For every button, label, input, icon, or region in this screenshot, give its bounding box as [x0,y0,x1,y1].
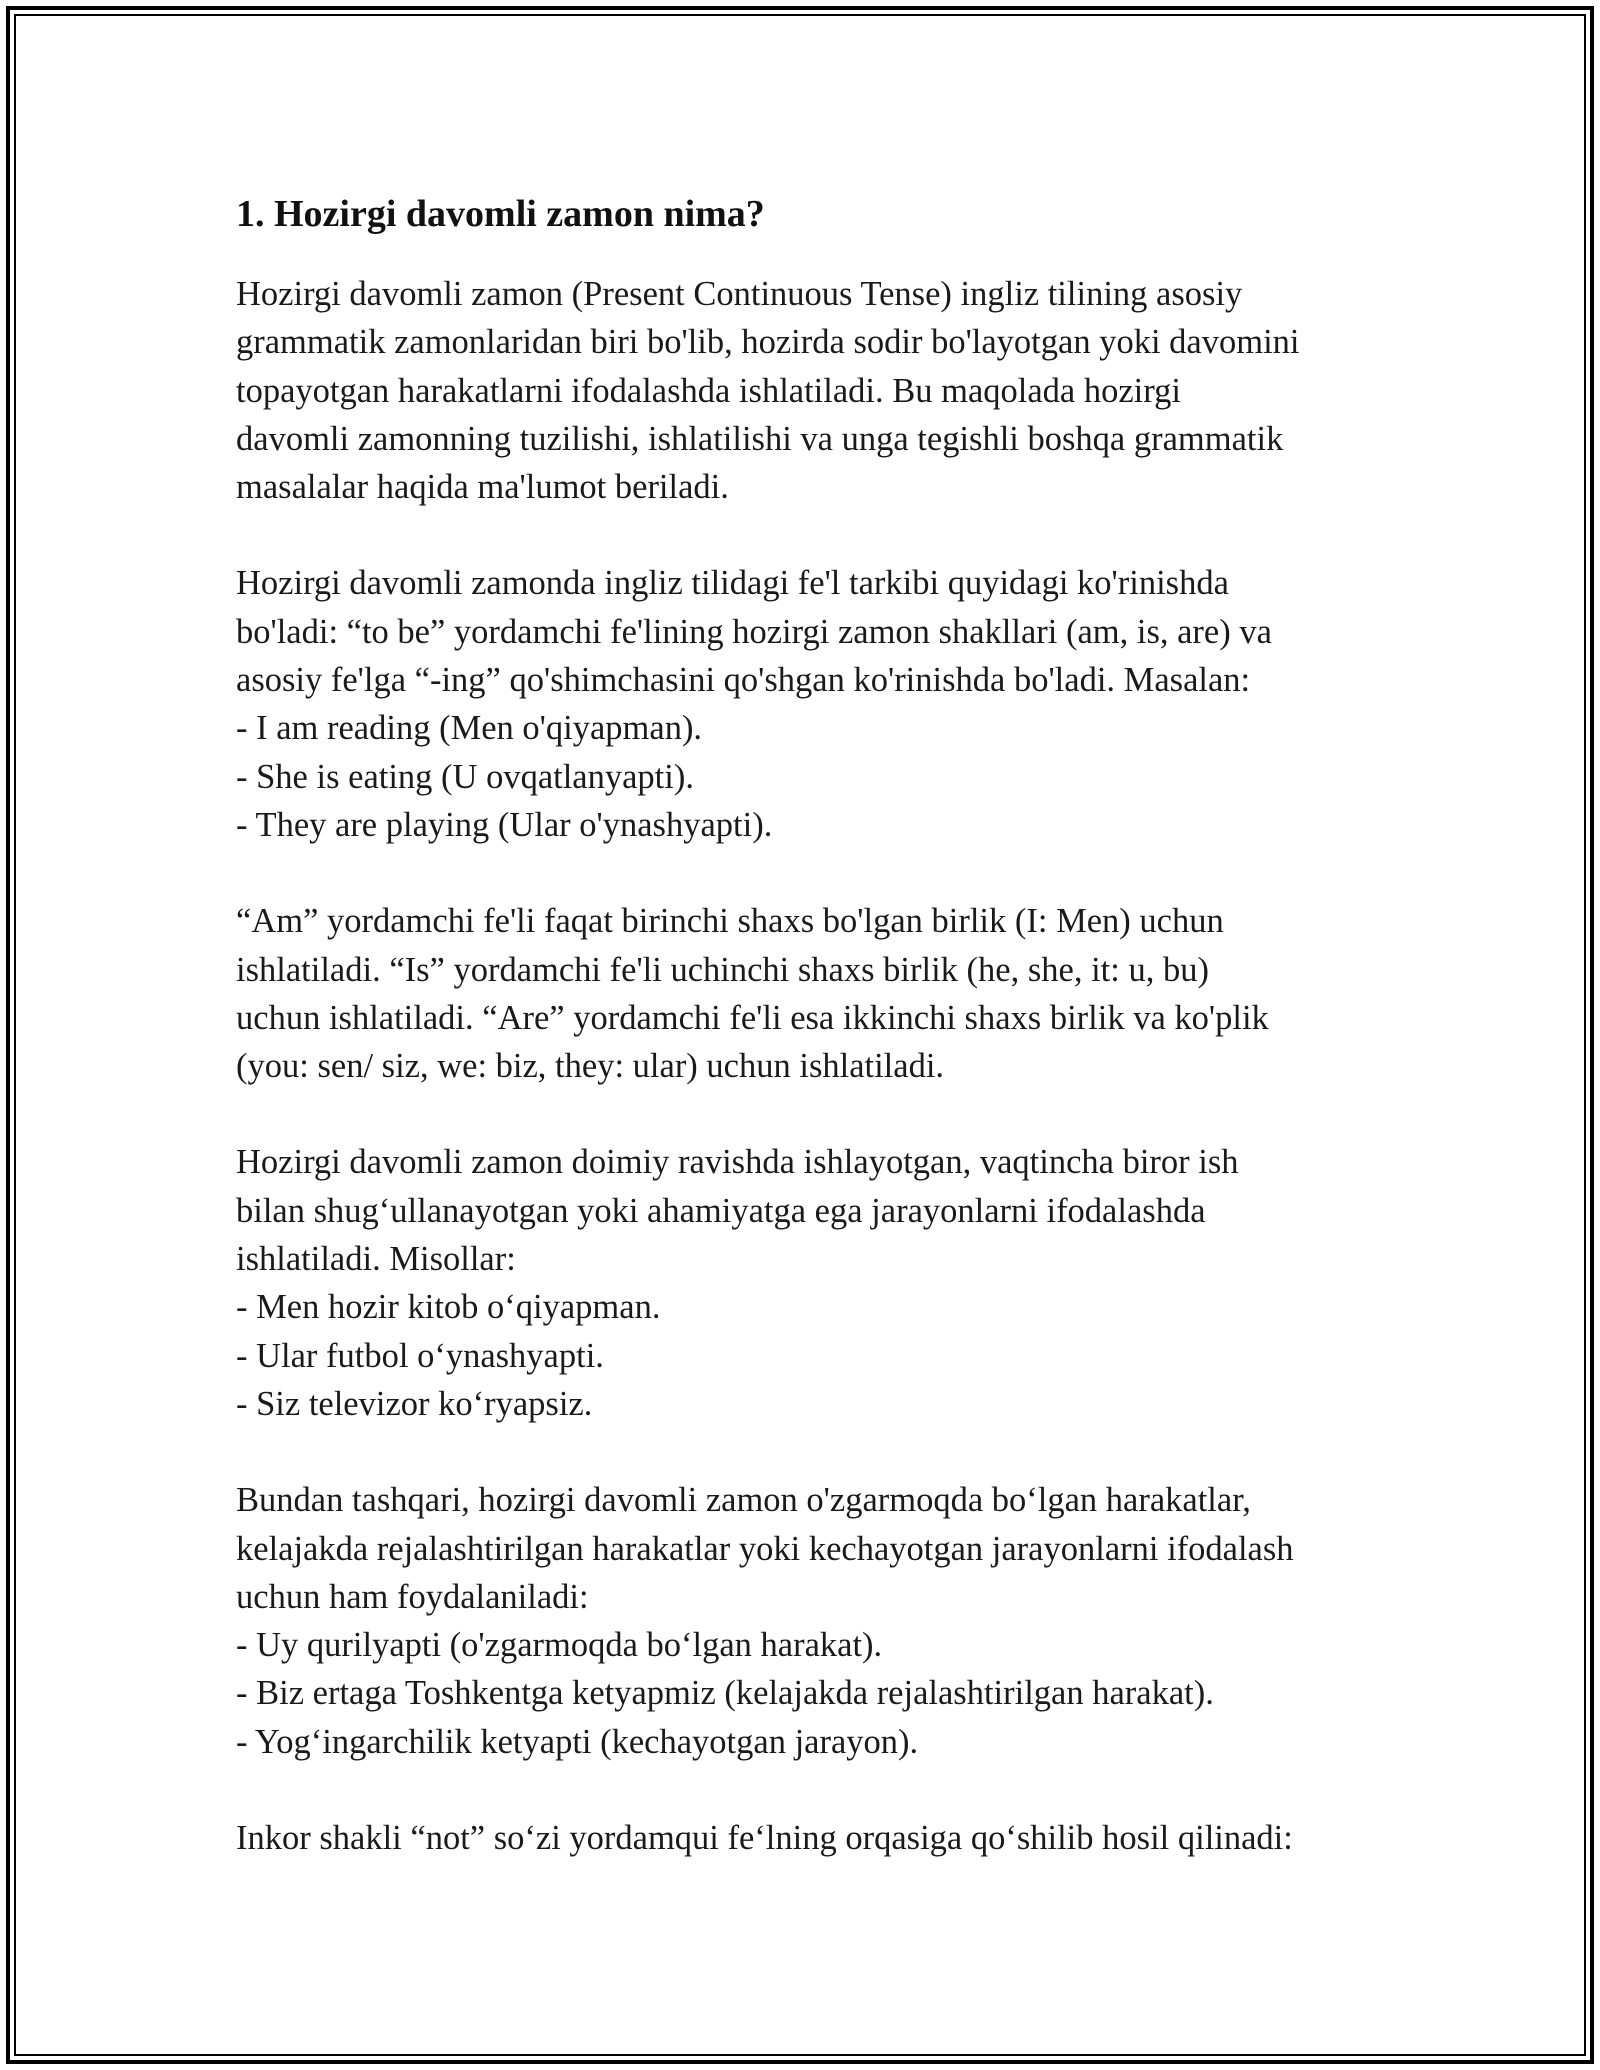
paragraph [236,1814,1396,1862]
text-line: uchun ishlatiladi. “Are” yordamchi fe'li esa ikkinchi shaxs birlik va ko'plik [236,998,1269,1037]
text-line: masalalar haqida ma'lumot beriladi. [236,468,729,507]
text-line: ishlatiladi. Misollar: [236,1240,516,1279]
text-line: - I am reading (Men o'qiyapman). [236,709,703,748]
text-line: kelajakda rejalashtirilgan harakatlar yoki kechayotgan jarayonlarni ifodalash [236,1529,1294,1568]
text-line: - She is eating (U ovqatlanyapti). [236,757,694,796]
text-line: - Yog‘ingarchilik ketyapti (kechayotgan jarayon). [236,1722,919,1761]
paragraphs-container [236,270,1396,1862]
text-line: bilan shug‘ullanayotgan yoki ahamiyatga ega jarayonlarni ifodalashda [236,1191,1206,1230]
text-line: asosiy fe'lga “-ing” qo'shimchasini qo'shgan ko'rinishda bo'ladi. Masalan: [236,661,1251,700]
text-line: Inkor shakli “not” so‘zi yordamqui fe‘lning orqasiga qo‘shilib hosil qilinadi: [236,1819,1293,1858]
text-line: davomli zamonning tuzilishi, ishlatilishi va unga tegishli boshqa grammatik [236,419,1284,458]
text-line: (you: sen/ siz, we: biz, they: ular) uchun ishlatiladi. [236,1047,945,1086]
text-line: grammatik zamonlaridan biri bo'lib, hozirda sodir bo'layotgan yoki davomini [236,323,1300,362]
text-line: Hozirgi davomli zamon doimiy ravishda ishlayotgan, vaqtincha biror ish [236,1143,1239,1182]
text-line: Hozirgi davomli zamonda ingliz tilidagi fe'l tarkibi quyidagi ko'rinishda [236,564,1229,603]
page-title: 1. Hozirgi davomli zamon nima? [236,193,765,235]
paragraph [236,1476,1396,1766]
text-line: - They are playing (Ular o'ynashyapti). [236,805,773,844]
text-line: ishlatiladi. “Is” yordamchi fe'li uchinchi shaxs birlik (he, she, it: u, bu) [236,950,1209,989]
text-line: - Siz televizor ko‘ryapsiz. [236,1384,593,1423]
text-line: - Ular futbol o‘ynashyapti. [236,1336,604,1375]
paragraph [236,270,1396,511]
text-line: - Uy qurilyapti (o'zgarmoqda bo‘lgan harakat). [236,1626,883,1665]
paragraph [236,1138,1396,1428]
text-line: topayotgan harakatlarni ifodalashda ishlatiladi. Bu maqolada hozirgi [236,371,1181,410]
text-line: - Men hozir kitob o‘qiyapman. [236,1288,661,1327]
text-line: bo'ladi: “to be” yordamchi fe'lining hozirgi zamon shakllari (am, is, are) va [236,612,1272,651]
paragraph [236,897,1396,1090]
text-line: Bundan tashqari, hozirgi davomli zamon o'zgarmoqda bo‘lgan harakatlar, [236,1481,1251,1520]
document-body [236,186,1396,1910]
text-line: uchun ham foydalaniladi: [236,1577,589,1616]
paragraph [236,559,1396,849]
text-line: - Biz ertaga Toshkentga ketyapmiz (kelajakda rejalashtirilgan harakat). [236,1674,1214,1713]
text-line: Hozirgi davomli zamon (Present Continuous Tense) ingliz tilining asosiy [236,275,1243,313]
text-line: “Am” yordamchi fe'li faqat birinchi shaxs bo'lgan birlik (I: Men) uchun [236,902,1224,941]
